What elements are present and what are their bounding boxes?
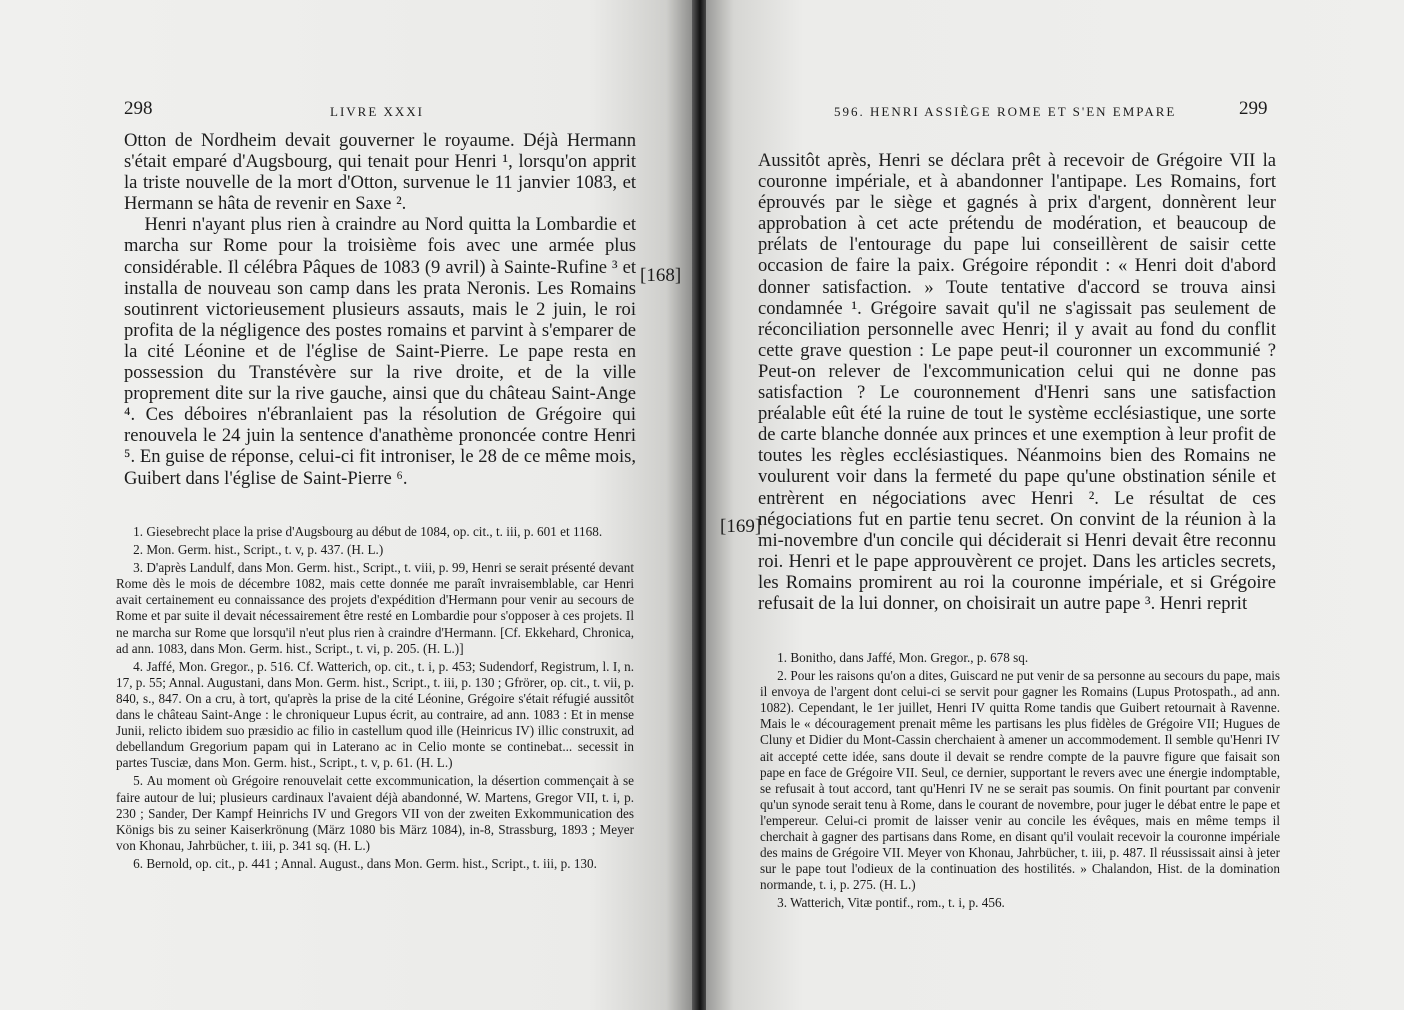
left-paragraph-1: Otton de Nordheim devait gouverner le royaume. Déjà Hermann s'était emparé d'Augsbourg, qui tenait pour Henri ¹, lorsqu'on apprit la triste nouvelle de la mort d'Otton, survenue le 11 janvier 1083, et Hermann se hâta de revenir en Saxe ². [124,130,636,215]
left-footnote-1: 1. Giesebrecht place la prise d'Augsbourg au début de 1084, op. cit., t. iii, p. 601 et 1168. [133,524,603,539]
left-running-title: LIVRE XXXI [330,104,425,119]
left-margin-marker: [168] [640,265,682,286]
left-footnote-6: 6. Bernold, op. cit., p. 441 ; Annal. August., dans Mon. Germ. hist., Script., t. iii, p. 130. [133,855,597,871]
right-margin-marker: [169] [720,516,762,537]
left-page [0,0,694,1010]
left-footnote-3: 3. D'après Landulf, dans Mon. Germ. hist., Script., t. viii, p. 99, Henri se serait présenté devant Rome dès le mois de décembre 1082, mais cette donnée me paraît invraisemblable, car Henri avait certainement eu connaissance des projets d'expédition d'Hermann pour venir au secours de Rome et par suite il devait nécessairement être resté en Lombardie pour s'opposer à ces projets. Il ne marcha sur Rome que lorsqu'il n'eut plus rien à craindre d'Hermann. [Cf. Ekkehard, Chronica, ad ann. 1083, dans Mon. Germ. hist., Script., t. vi, p. 205. (H. L.)] [116,560,634,656]
right-body [758,150,1276,614]
left-footnotes [116,524,634,874]
right-paragraph-1: Aussitôt après, Henri se déclara prêt à recevoir de Grégoire VII la couronne impériale, et à abandonner l'antipape. Les Romains, fort éprouvés par le siège et gagnés à prix d'argent, donnèrent leur approbation à cet acte prétendu de modération, et beaucoup de prélats de l'entourage du pape lui conseillèrent de saisir cette occasion de faire la paix. Grégoire répondit : « Henri doit d'abord donner satisfaction. » Toute tentative d'accord se trouva ainsi condamnée ¹. Grégoire savait qu'il ne s'agissait pas seulement de réconciliation personnelle avec Henri; il y avait au fond du conflit cette grave question : Le pape peut-il couronner un excommunié ? Peut-on relever de l'excommunication celui qui ne donne pas satisfaction ? Le couronnement d'Henri sans une satisfaction préalable eût été la ruine de tout le système ecclésiastique, une sorte de carte blanche donnée aux princes et une exemption à leur profit de toutes les règles ecclésiastiques. Néanmoins bien des Romains ne voulurent voir dans la fermeté du pape qu'une obstination sénile et entrèrent en négociations avec Henri ². Le résultat de ces négociations fut en partie tenu secret. On convint de la réunion à la mi-novembre d'un concile qui déciderait si Henri devait être reconnu roi. Henri et le pape approuvèrent ce projet. Dans les articles secrets, les Romains promirent au roi la couronne impériale, et si Grégoire refusait de la lui donner, on choisirait un autre pape ³. Henri reprit [758,150,1276,614]
left-page-number: 298 [124,98,153,119]
right-footnote-3: 3. Watterich, Vitæ pontif., rom., t. i, p. 456. [777,895,1005,911]
left-footnote-2: 2. Mon. Germ. hist., Script., t. v, p. 437. (H. L.) [133,542,384,558]
left-body [124,130,636,489]
left-footnote-5: 5. Au moment où Grégoire renouvelait cette excommunication, la désertion commençait à se faire autour de lui; plusieurs cardinaux l'avaient déjà abandonné, W. Martens, Gregor VII, t. i, p. 230 ; Sander, Der Kampf Heinrichs IV und Gregors VII von der zweiten Exkommunication des Königs bis zu seiner Kaiserkrönung (März 1080 bis März 1084), in-8, Strassburg, 1893 ; Meyer von Khonau, Jahrbücher, t. iii, p. 341 sq. (H. L.) [116,773,634,853]
left-paragraph-2: Henri n'ayant plus rien à craindre au Nord quitta la Lombardie et marcha sur Rome pour la troisième fois avec une armée plus considérable. Il célébra Pâques de 1083 (9 avril) à Sainte-Rufine ³ et installa de nouveau son camp dans les prata Neronis. Les Romains soutinrent victorieusement plusieurs assauts, mais le 2 juin, le roi profita de la négligence des postes romains et parvint à s'emparer de la cité Léonine et de l'église de Saint-Pierre. Le pape resta en possession du Transtévère sur la rive droite, et de la ville proprement dite sur la rive gauche, ainsi que du château Saint-Ange ⁴. Ces déboires n'ébranlaient pas la résolution de Grégoire qui renouvela le 24 juin la sentence d'anathème prononcée contre Henri ⁵. En guise de réponse, celui-ci fit introniser, le 28 de ce même mois, Guibert dans l'église de Saint-Pierre ⁶. [124,214,636,489]
right-running-title: 596. HENRI ASSIÈGE ROME ET S'EN EMPARE [834,104,1177,119]
right-footnote-1: 1. Bonitho, dans Jaffé, Mon. Gregor., p. 678 sq. [777,650,1029,665]
right-footnote-2: 2. Pour les raisons qu'on a dites, Guiscard ne put venir de sa personne au secours du pape, mais il envoya de l'argent dont celui-ci se servit pour gagner les Romains (Lupus Protospath., ad ann. 1082). Cependant, le 1er juillet, Henri IV quitta Rome tandis que Guibert retournait à Ravenne. Mais le « découragement prenait même les partisans les plus fidèles de Grégoire VII; Hugues de Cluny et Didier du Mont-Cassin cherchaient à amener un accommodement. Il semble qu'Henri IV ait accepté cette idée, sans doute il devait se rendre compte de la pauvre figure que faisait son pape en face de Grégoire VII. Seul, ce dernier, supportant le revers avec une énergie indomptable, se refusait à tout accord, tant qu'Henri IV ne se serait pas soumis. On finit pourtant par convenir qu'un synode serait tenu à Rome, dans le courant de novembre, pour juger le débat entre le pape et l'empereur. Celui-ci promit de laisser venir au concile les évêques, mais en même temps il cherchait à gagner des partisans dans Rome, en disant qu'il voulait recevoir la couronne impériale des mains de Grégoire VII. Meyer von Khonau, Jahrbücher, t. iii, p. 487. Il réussissait ainsi à jeter sur le pape tout l'odieux de la continuation des hostilités. » Chalandon, Hist. de la domination normande, t. i, p. 275. (H. L.) [760,668,1280,893]
left-footnote-4: 4. Jaffé, Mon. Gregor., p. 516. Cf. Watterich, op. cit., t. i, p. 453; Sudendorf, Registrum, l. I, n. 17, p. 55; Annal. Augustani, dans Mon. Germ. hist., Script., t. iii, p. 130 ; Gfrörer, op. cit., t. vii, p. 840, s., 847. On a cru, à tort, qu'après la prise de la cité Léonine, Grégoire s'était réfugié aussitôt dans le château Saint-Ange : le chroniqueur Lupus écrit, au contraire, ad ann. 1083 : Et in mense Junii, relicto ibidem suo præsidio ac filio in castellum quod ille (Heinricus IV) illic construxit, ad debellandum Gregorium papam qui in Laterano ac in Celio monte se continebat... secessit in partes Tusciæ, dans Mon. Germ. hist., Script., t. v, p. 61. (H. L.) [116,658,634,771]
right-page-number: 299 [1239,98,1268,119]
right-page [706,0,1404,1010]
right-footnotes [760,650,1280,914]
